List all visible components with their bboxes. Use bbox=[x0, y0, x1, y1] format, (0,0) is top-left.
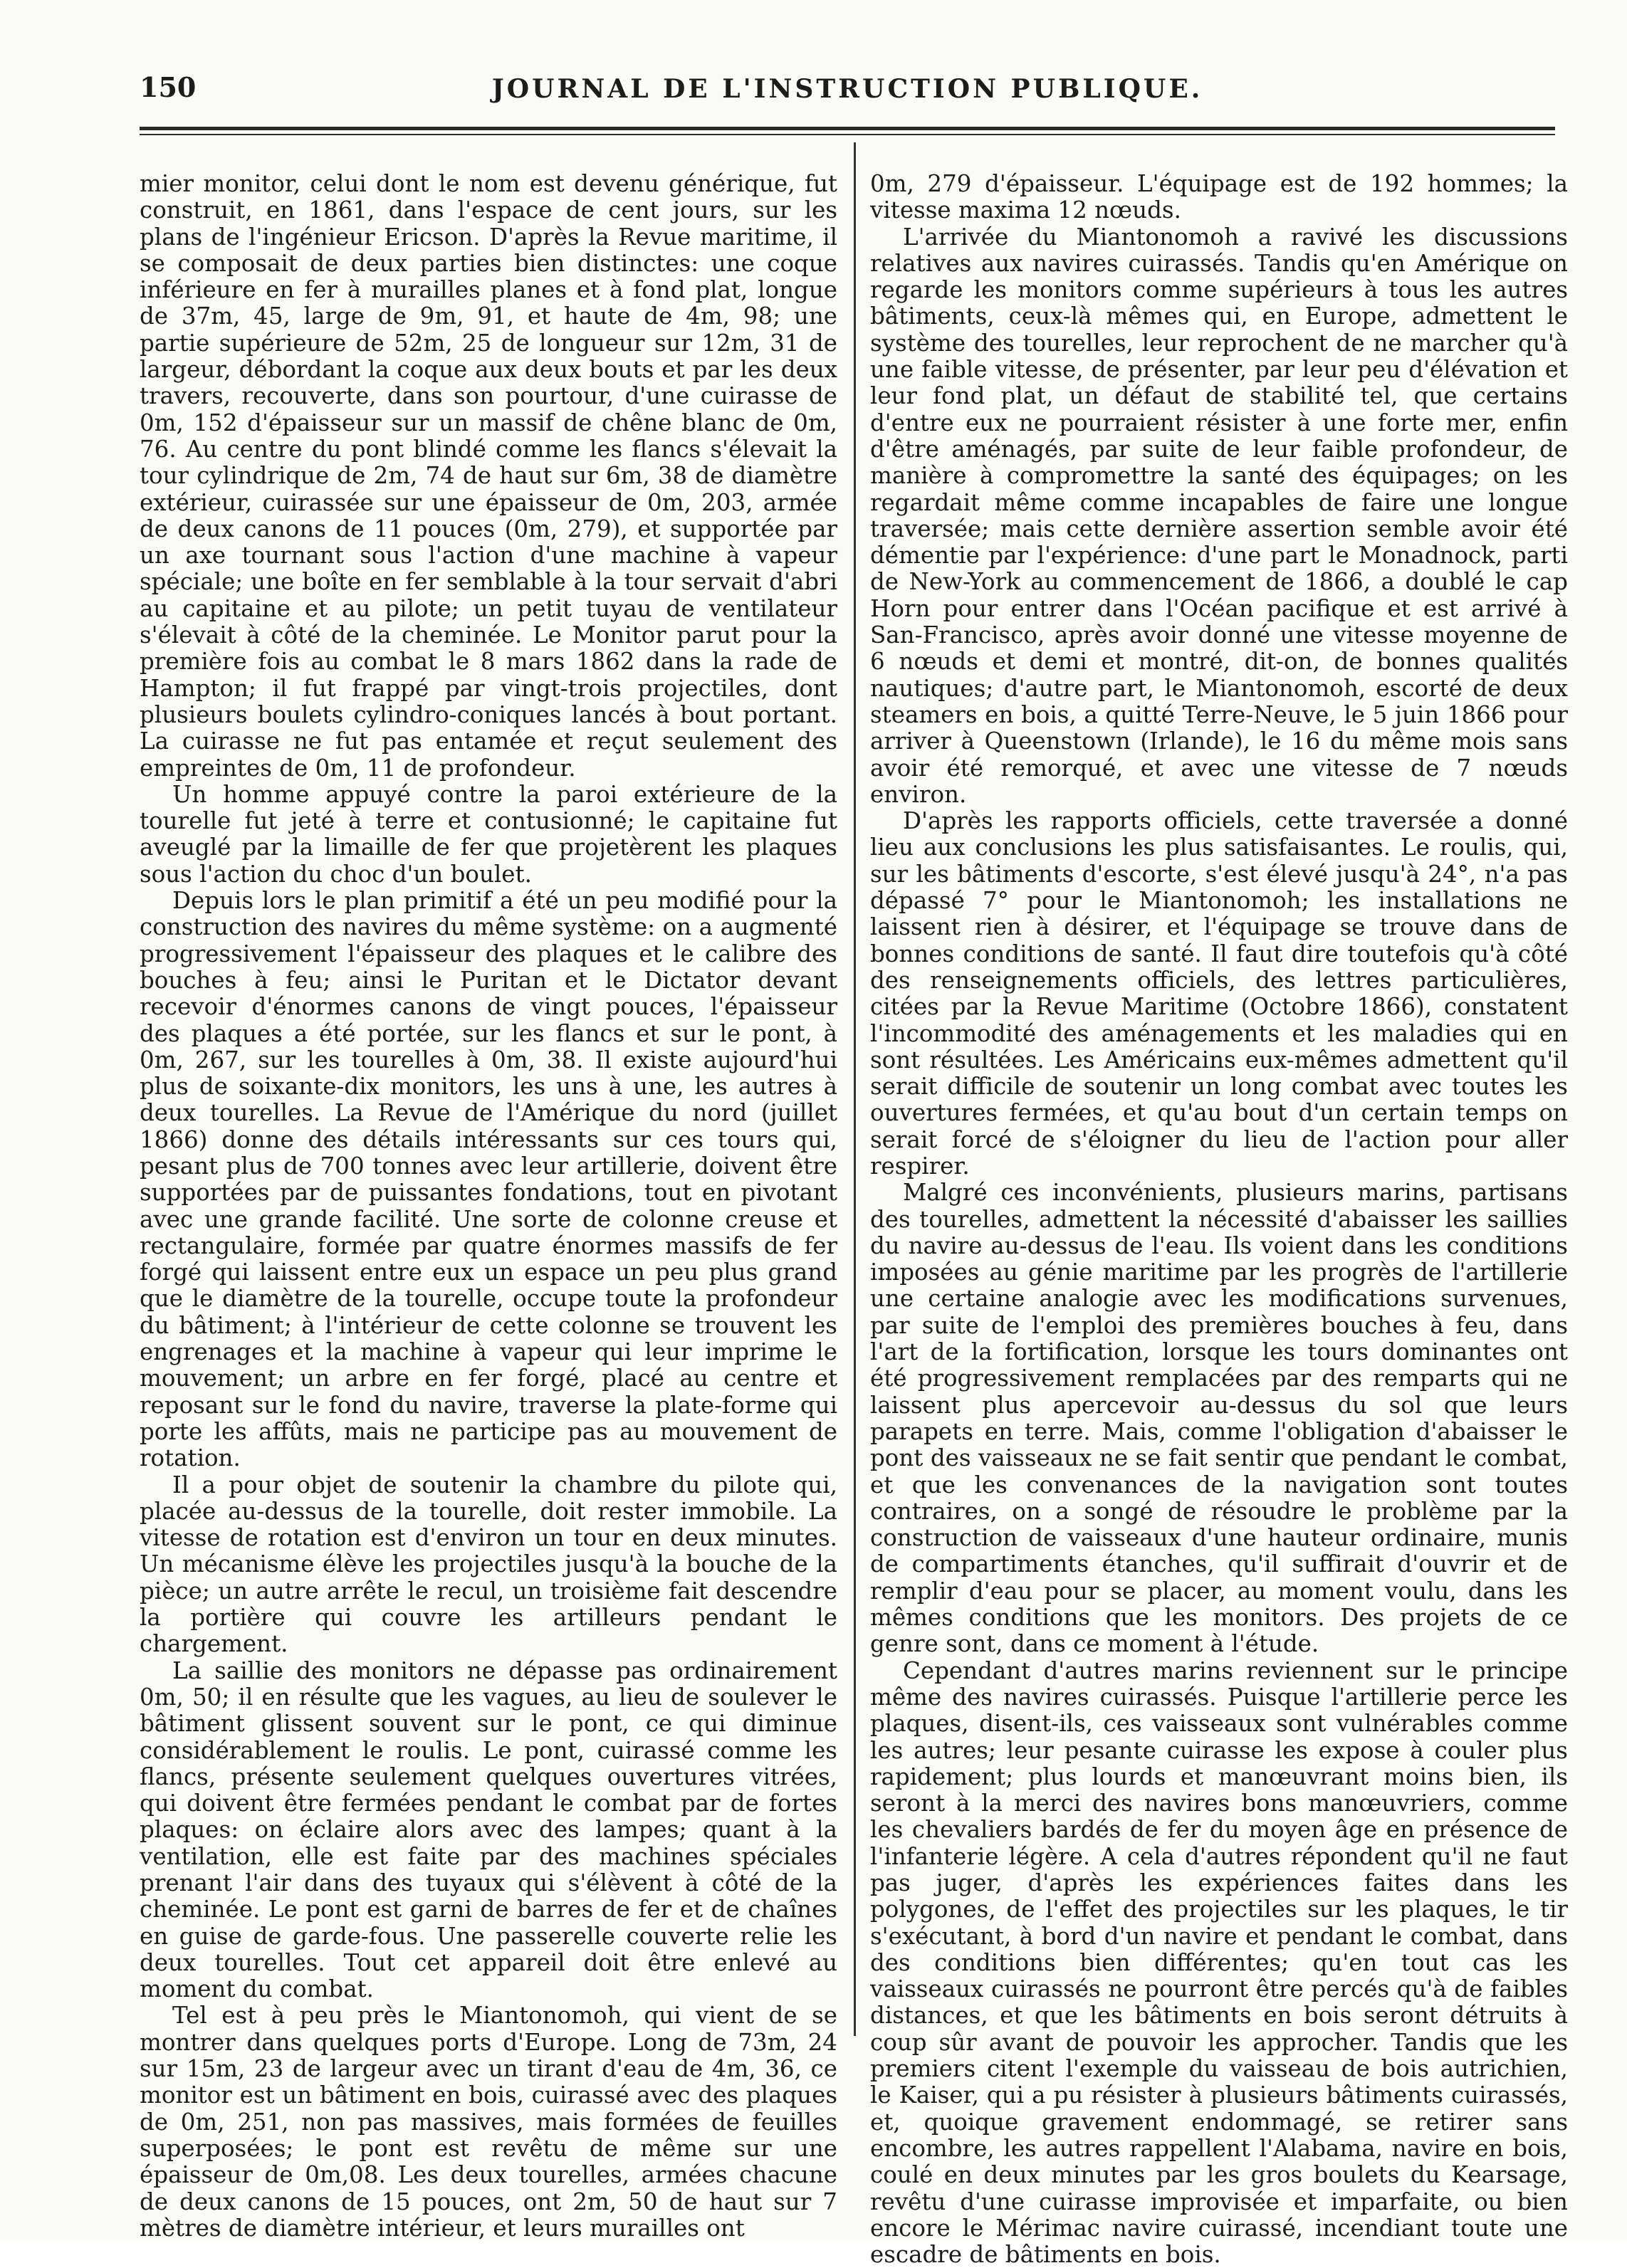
paragraph: Malgré ces inconvénients, plusieurs marins, partisans des tourelles, admettent la nécessité d'abaisser les saillies du navire au-dessus de l'eau. Ils voient dans les conditions imposées au génie maritime par les progrès de l'artillerie une certaine analogie avec les modifications survenues, par suite de l'emploi des premières bouches à feu, dans l'art de la fortification, lorsque les tours dominantes ont été progressivement remplacées par des remparts qui ne laissent plus apercevoir au-dessus du sol que leurs parapets en terre. Mais, comme l'obligation d'abaisser le pont des vaisseaux ne se fait sentir que pendant le combat, et que les convenances de la navigation sont toutes contraires, on a songé de résoudre le problème par la construction de vaisseaux d'une hauteur ordinaire, munis de compartiments étanches, qu'il suffirait d'ouvrir et de remplir d'eau pour se placer, au moment voulu, dans les mêmes conditions que les monitors. Des projets de ce genre sont, dans ce moment à l'étude. bbox=[870, 1179, 1568, 1658]
paragraph: 0m, 279 d'épaisseur. L'équipage est de 192 hommes; la vitesse maxima 12 nœuds. bbox=[870, 170, 1568, 224]
left-column bbox=[140, 171, 837, 2242]
paragraph: D'après les rapports officiels, cette traversée a donné lieu aux conclusions les plus satisfaisantes. Le roulis, qui, sur les bâtiments d'escorte, s'est élevé jusqu'à 24°, n'a pas dépassé 7° pour le Miantonomoh; les installations ne laissent rien à désirer, et l'équipage se trouve dans de bonnes conditions de santé. Il faut dire toutefois qu'à côté des renseignements officiels, des lettres particulières, citées par la Revue Maritime (Octobre 1866), constatent l'incommodité des aménagements et les maladies qui en sont résultées. Les Américains eux-mêmes admettent qu'il serait difficile de soutenir un long combat avec toutes les ouvertures fermées, et qu'au bout d'un certain temps on serait forcé de s'éloigner du lieu de l'action pour aller respirer. bbox=[870, 807, 1568, 1180]
paragraph: La saillie des monitors ne dépasse pas ordinairement 0m, 50; il en résulte que les vagues, au lieu de soulever le bâtiment glissent souvent sur le pont, ce qui diminue considérablement le roulis. Le pont, cuirassé comme les flancs, présente seulement quelques ouvertures vitrées, qui doivent être fermées pendant le combat par de fortes plaques: on éclaire alors avec des lampes; quant à la ventilation, elle est faite par des machines spéciales prenant l'air dans des tuyaux qui s'élèvent à côté de la cheminée. Le pont est garni de barres de fer et de chaînes en guise de garde-fous. Une passerelle couverte relie les deux tourelles. Tout cet appareil doit être enlevé au moment du combat. bbox=[140, 1657, 837, 2003]
column-divider bbox=[854, 142, 856, 2036]
header-rule bbox=[140, 127, 1555, 130]
paragraph: Tel est à peu près le Miantonomoh, qui vient de se montrer dans quelques ports d'Europe. Long de 73m, 24 sur 15m, 23 de largeur avec un tirant d'eau de 4m, 36, ce monitor est un bâtiment en bois, cuirassé avec des plaques de 0m, 251, non pas massives, mais formées de feuilles superposées; le pont est revêtu de même sur une épaisseur de 0m,08. Les deux tourelles, armées chacune de deux canons de 15 pouces, ont 2m, 50 de haut sur 7 mètres de diamètre intérieur, et leurs murailles ont bbox=[140, 2002, 837, 2242]
header-rule-thin bbox=[140, 134, 1555, 135]
right-column bbox=[870, 171, 1568, 2268]
paragraph: L'arrivée du Miantonomoh a ravivé les discussions relatives aux navires cuirassés. Tandis qu'en Amérique on regarde les monitors comme supérieurs à tous les autres bâtiments, ceux-là mêmes qui, en Europe, admettent le système des tourelles, leur reprochent de ne marcher qu'à une faible vitesse, de présenter, par leur peu d'élévation et leur fond plat, un défaut de stabilité tel, que certains d'entre eux ne pourraient résister à une forte mer, enfin d'être aménagés, par suite de leur faible profondeur, de manière à compromettre la santé des équipages; on les regardait même comme incapables de faire une longue traversée; mais cette dernière assertion semble avoir été démentie par l'expérience: d'une part le Monadnock, parti de New-York au commencement de 1866, a doublé le cap Horn pour entrer dans l'Océan pacifique et est arrivé à San-Francisco, après avoir donné une vitesse moyenne de 6 nœuds et demi et montré, dit-on, de bonnes qualités nautiques; d'autre part, le Miantonomoh, escorté de deux steamers en bois, a quitté Terre-Neuve, le 5 juin 1866 pour arriver à Queenstown (Irlande), le 16 du même mois sans avoir été remorqué, et avec une vitesse de 7 nœuds environ. bbox=[870, 223, 1568, 808]
paragraph: Il a pour objet de soutenir la chambre du pilote qui, placée au-dessus de la tourelle, doit rester immobile. La vitesse de rotation est d'environ un tour en deux minutes. Un mécanisme élève les projectiles jusqu'à la bouche de la pièce; un autre arrête le recul, un troisième fait descendre la portière qui couvre les artilleurs pendant le chargement. bbox=[140, 1471, 837, 1658]
paragraph: Depuis lors le plan primitif a été un peu modifié pour la construction des navires du même système: on a augmenté progressivement l'épaisseur des plaques et le calibre des bouches à feu; ainsi le Puritan et le Dictator devant recevoir d'énormes canons de vingt pouces, l'épaisseur des plaques a été portée, sur les flancs et sur le pont, à 0m, 267, sur les tourelles à 0m, 38. Il existe aujourd'hui plus de soixante-dix monitors, les uns à une, les autres à deux tourelles. La Revue de l'Amérique du nord (juillet 1866) donne des détails intéressants sur ces tours qui, pesant plus de 700 tonnes avec leur artillerie, doivent être supportées par de puissantes fondations, tout en pivotant avec une grande facilité. Une sorte de colonne creuse et rectangulaire, formée par quatre énormes massifs de fer forgé qui laissent entre eux un espace un peu plus grand que le diamètre de la tourelle, occupe toute la profondeur du bâtiment; à l'intérieur de cette colonne se trouvent les engrenages et la machine à vapeur qui leur imprime le mouvement; un arbre en fer forgé, placé au centre et reposant sur le fond du navire, traverse la plate-forme qui porte les affûts, mais ne participe pas au mouvement de rotation. bbox=[140, 887, 837, 1472]
page-number: 150 bbox=[140, 71, 197, 103]
paragraph: mier monitor, celui dont le nom est devenu générique, fut construit, en 1861, dans l'espace de cent jours, sur les plans de l'ingénieur Ericson. D'après la Revue maritime, il se composait de deux parties bien distinctes: une coque inférieure en fer à murailles planes et à fond plat, longue de 37m, 45, large de 9m, 91, et haute de 4m, 98; une partie supérieure de 52m, 25 de longueur sur 12m, 31 de largeur, débordant la coque aux deux bouts et par les deux travers, recouverte, dans son pourtour, d'une cuirasse de 0m, 152 d'épaisseur sur un massif de chêne blanc de 0m, 76. Au centre du pont blindé comme les flancs s'élevait la tour cylindrique de 2m, 74 de haut sur 6m, 38 de diamètre extérieur, cuirassée sur une épaisseur de 0m, 203, armée de deux canons de 11 pouces (0m, 279), et supportée par un axe tournant sous l'action d'une machine à vapeur spéciale; une boîte en fer semblable à la tour servait d'abri au capitaine et au pilote; un petit tuyau de ventilateur s'élevait à côté de la cheminée. Le Monitor parut pour la première fois au combat le 8 mars 1862 dans la rade de Hampton; il fut frappé par vingt-trois projectiles, dont plusieurs boulets cylindro-coniques lancés à bout portant. La cuirasse ne fut pas entamée et reçut seulement des empreintes de 0m, 11 de profondeur. bbox=[140, 170, 837, 782]
page-header bbox=[140, 71, 1555, 121]
paragraph: Un homme appuyé contre la paroi extérieure de la tourelle fut jeté à terre et contusionné; le capitaine fut aveuglé par la limaille de fer que projetèrent les plaques sous l'action du choc d'un boulet. bbox=[140, 780, 837, 888]
running-title: JOURNAL DE L'INSTRUCTION PUBLIQUE. bbox=[491, 74, 1203, 104]
paragraph: Cependant d'autres marins reviennent sur le principe même des navires cuirassés. Puisque l'artillerie perce les plaques, disent-ils, ces vaisseaux sont vulnérables comme les autres; leur pesante cuirasse les expose à couler plus rapidement; plus lourds et manœuvrant moins bien, ils seront à la merci des navires bons manœuvriers, comme les chevaliers bardés de fer du moyen âge en présence de l'infanterie légère. A cela d'autres répondent qu'il ne faut pas juger, d'après les expériences faites dans les polygones, de l'effet des projectiles sur les plaques, le tir s'exécutant, à bord d'un navire et pendant le combat, dans des conditions bien différentes; qu'en tout cas les vaisseaux cuirassés ne pourront être percés qu'à de faibles distances, et que les bâtiments en bois seront détruits à coup sûr avant de pouvoir les approcher. Tandis que les premiers citent l'exemple du vaisseau de bois autrichien, le Kaiser, qui a pu résister à plusieurs bâtiments cuirassés, et, quoique gravement endommagé, se retirer sans encombre, les autres rappellent l'Alabama, navire en bois, coulé en deux minutes par les gros boulets du Kearsage, revêtu d'une cuirasse improvisée et imparfaite, ou bien encore le Mérimac navire cuirassé, incendiant toute une escadre de bâtiments en bois. bbox=[870, 1657, 1568, 2268]
